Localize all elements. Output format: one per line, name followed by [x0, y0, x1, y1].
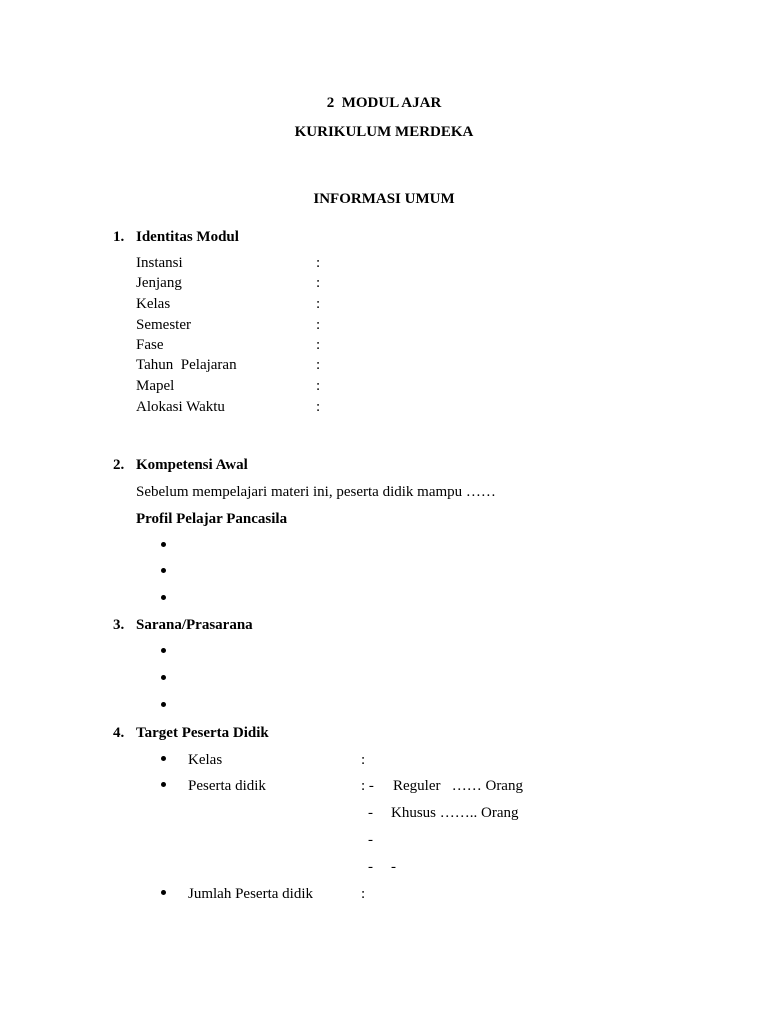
- section-number-4: 4.: [113, 725, 125, 741]
- module-title: 2 MODUL AJAR: [326, 95, 442, 111]
- target-dash: -: [368, 832, 373, 848]
- field-colon: :: [316, 399, 321, 415]
- target-heading: Target Peserta Didik: [136, 725, 269, 741]
- target-peserta-label: Peserta didik: [188, 778, 266, 794]
- sarana-heading: Sarana/Prasarana: [136, 617, 253, 633]
- list-bullet: [161, 890, 166, 895]
- kompetensi-text: Sebelum mempelajari materi ini, peserta didik mampu ……: [136, 484, 496, 500]
- list-bullet: [161, 675, 166, 680]
- field-colon: :: [316, 275, 321, 291]
- target-dash: -: [391, 859, 396, 875]
- field-colon: :: [316, 296, 321, 312]
- list-bullet: [161, 702, 166, 707]
- target-jumlah-label: Jumlah Peserta didik: [188, 886, 313, 902]
- target-kelas-label: Kelas: [188, 752, 223, 768]
- field-colon: :: [316, 378, 321, 394]
- list-bullet: [161, 595, 166, 600]
- list-bullet: [161, 756, 166, 761]
- section-number-2: 2.: [113, 457, 125, 473]
- field-label-tahun-pelajaran: Tahun Pelajaran: [136, 357, 237, 373]
- field-label-mapel: Mapel: [136, 378, 175, 394]
- list-bullet: [161, 648, 166, 653]
- target-kelas-colon: :: [361, 752, 366, 768]
- target-khusus-text: Khusus …….. Orang: [391, 805, 519, 821]
- kompetensi-heading: Kompetensi Awal: [136, 457, 248, 473]
- section-number-3: 3.: [113, 617, 125, 633]
- profil-heading: Profil Pelajar Pancasila: [136, 511, 288, 527]
- field-colon: :: [316, 337, 321, 353]
- curriculum-title: KURIKULUM MERDEKA: [294, 124, 474, 140]
- list-bullet: [161, 568, 166, 573]
- list-bullet: [161, 542, 166, 547]
- field-label-jenjang: Jenjang: [136, 275, 182, 291]
- target-jumlah-colon: :: [361, 886, 366, 902]
- target-khusus-dash: -: [368, 805, 373, 821]
- target-peserta-colon: : -: [361, 778, 374, 794]
- list-bullet: [161, 782, 166, 787]
- field-label-alokasi-waktu: Alokasi Waktu: [136, 399, 225, 415]
- field-label-fase: Fase: [136, 337, 164, 353]
- section-number-1: 1.: [113, 229, 125, 245]
- target-dash: -: [368, 859, 373, 875]
- field-colon: :: [316, 255, 321, 271]
- field-label-semester: Semester: [136, 317, 191, 333]
- field-label-kelas: Kelas: [136, 296, 171, 312]
- field-label-instansi: Instansi: [136, 255, 183, 271]
- identitas-heading: Identitas Modul: [136, 229, 239, 245]
- field-colon: :: [316, 317, 321, 333]
- target-reguler-text: Reguler …… Orang: [393, 778, 523, 794]
- section-title: INFORMASI UMUM: [313, 191, 455, 207]
- field-colon: :: [316, 357, 321, 373]
